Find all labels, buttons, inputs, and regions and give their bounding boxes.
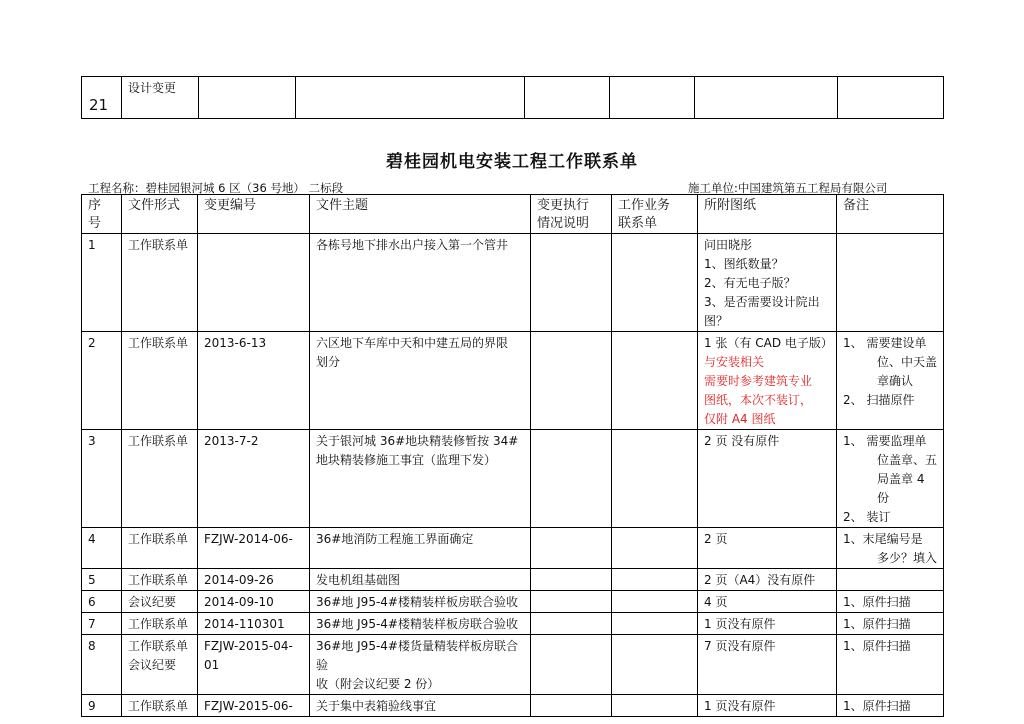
- drawings-cell: 2 页（A4）没有原件: [698, 569, 837, 591]
- table-row: [82, 430, 944, 528]
- drawings-cell: 问田晓彤 1、图纸数量？ 2、有无电子版？ 3、是否需要设计院出 图？: [698, 234, 837, 332]
- notes-cell: 1、原件扫描: [837, 695, 944, 717]
- table-row: [82, 528, 944, 569]
- row-number: 8: [82, 635, 122, 695]
- change-no-cell: 2014-110301: [198, 613, 310, 635]
- drawings-cell: 1 张（有 CAD 电子版） 与安装相关 需要时参考建筑专业 图纸，本次不装订， 仅附 A4 图纸: [698, 332, 837, 430]
- notes-cell: 1、原件扫描: [837, 635, 944, 695]
- subject-cell: 各栋号地下排水出户接入第一个管井: [310, 234, 531, 332]
- subject-cell: 发电机组基础图: [310, 569, 531, 591]
- row-number: 1: [82, 234, 122, 332]
- row-number: 9: [82, 695, 122, 717]
- drawings-cell: 2 页 没有原件: [698, 430, 837, 528]
- subject-cell: 36#地 J95-4#楼货量精装样板房联合验 收（附会议纪要 2 份）: [310, 635, 531, 695]
- row-number: 4: [82, 528, 122, 569]
- drawings-cell: 7 页没有原件: [698, 635, 837, 695]
- change-no-cell: FZJW-2015-04- 01: [198, 635, 310, 695]
- file-form-cell: 工作联系单 会议纪要: [122, 635, 198, 695]
- table-row: [82, 569, 944, 591]
- file-form-cell: 工作联系单: [122, 613, 198, 635]
- file-form-cell: 工作联系单: [122, 332, 198, 430]
- header-subject: 文件主题: [310, 195, 531, 234]
- table-row: [82, 234, 944, 332]
- table-row: [82, 77, 944, 119]
- notes-cell: 1、 需要监理单 位盖章、五 局盖章 4 份 2、 装订: [837, 430, 944, 528]
- header-row: [82, 195, 944, 234]
- file-form-cell: 工作联系单: [122, 528, 198, 569]
- subject-cell: 36#地 J95-4#楼精装样板房联合验收: [310, 613, 531, 635]
- drawings-cell: 1 页没有原件: [698, 695, 837, 717]
- table-row: [82, 613, 944, 635]
- row-number: 6: [82, 591, 122, 613]
- header-notes: 备注: [837, 195, 944, 234]
- table-row: [82, 332, 944, 430]
- header-change-no: 变更编号: [198, 195, 310, 234]
- file-form-cell: 设计变更: [122, 77, 199, 119]
- row-number: 5: [82, 569, 122, 591]
- notes-cell: 1、 需要建设单 位、中天盖 章确认 2、 扫描原件: [837, 332, 944, 430]
- table-row: [82, 695, 944, 717]
- contact-sheet-table: [81, 194, 944, 717]
- drawings-cell: 4 页: [698, 591, 837, 613]
- change-no-cell: 2014-09-10: [198, 591, 310, 613]
- subject-cell: 关于银河城 36#地块精装修暂按 34# 地块精装修施工事宜（监理下发）: [310, 430, 531, 528]
- header-exec: 变更执行 情况说明: [531, 195, 612, 234]
- row-number: 21: [82, 77, 122, 119]
- table-row: [82, 591, 944, 613]
- table-row: [82, 635, 944, 695]
- notes-cell: 1、原件扫描: [837, 613, 944, 635]
- drawings-cell: 2 页: [698, 528, 837, 569]
- header-form: 文件形式: [122, 195, 198, 234]
- row-number: 7: [82, 613, 122, 635]
- change-no-cell: [198, 234, 310, 332]
- previous-page-table: [81, 76, 944, 119]
- subject-cell: 36#地消防工程施工界面确定: [310, 528, 531, 569]
- file-form-cell: 工作联系单: [122, 569, 198, 591]
- document-title: 碧桂园机电安装工程工作联系单: [386, 152, 638, 172]
- file-form-cell: 工作联系单: [122, 695, 198, 717]
- notes-cell: 1、末尾编号是 多少？填入: [837, 528, 944, 569]
- file-form-cell: 会议纪要: [122, 591, 198, 613]
- file-form-cell: 工作联系单: [122, 430, 198, 528]
- change-no-cell: FZJW-2014-06-: [198, 528, 310, 569]
- contractor-name: 施工单位:中国建筑第五工程局有限公司: [688, 181, 888, 195]
- subject-cell: 36#地 J95-4#楼精装样板房联合验收: [310, 591, 531, 613]
- change-no-cell: 2014-09-26: [198, 569, 310, 591]
- notes-cell: 1、原件扫描: [837, 591, 944, 613]
- subject-cell: 六区地下车库中天和中建五局的界限 划分: [310, 332, 531, 430]
- change-no-cell: 2013-7-2: [198, 430, 310, 528]
- change-no-cell: 2013-6-13: [198, 332, 310, 430]
- change-no-cell: FZJW-2015-06-: [198, 695, 310, 717]
- row-number: 3: [82, 430, 122, 528]
- drawings-cell: 1 页没有原件: [698, 613, 837, 635]
- row-number: 2: [82, 332, 122, 430]
- header-seq: 序 号: [82, 195, 122, 234]
- header-drawings: 所附图纸: [698, 195, 837, 234]
- file-form-cell: 工作联系单: [122, 234, 198, 332]
- header-work: 工作业务 联系单: [612, 195, 698, 234]
- project-name: 工程名称：碧桂园银河城 6 区（36 号地） 二标段: [88, 181, 344, 195]
- subject-cell: 关于集中表箱验线事宜: [310, 695, 531, 717]
